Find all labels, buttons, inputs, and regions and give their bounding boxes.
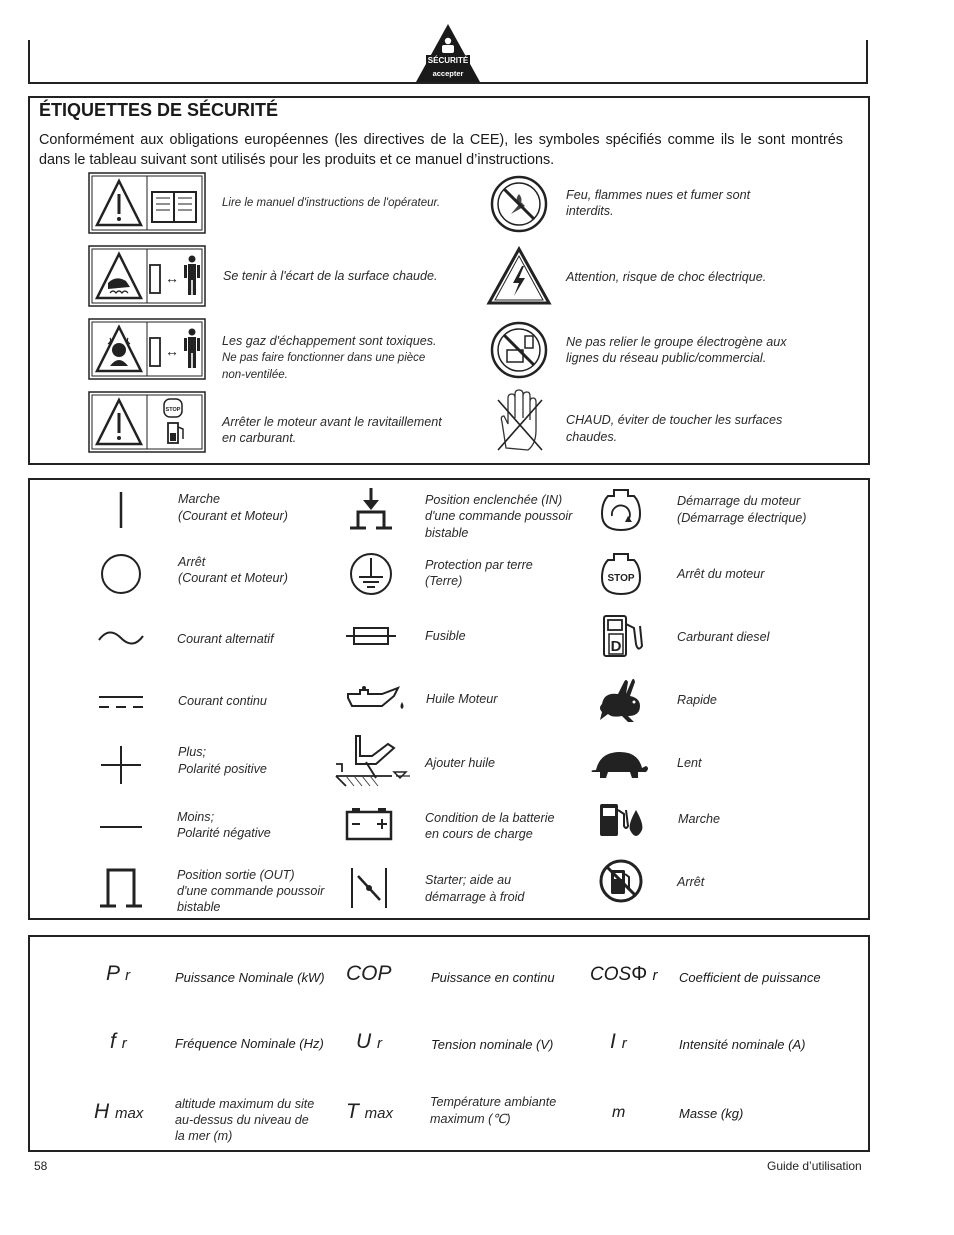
- sym-label: Position sortie (OUT): [177, 868, 295, 882]
- rating-label: Masse (kg): [679, 1106, 744, 1121]
- rating-label: altitude maximum du site: [175, 1097, 315, 1111]
- rating-label: Température ambiante: [430, 1095, 557, 1109]
- sym-label: Moins;: [177, 810, 215, 824]
- section-title: ÉTIQUETTES DE SÉCURITÉ: [39, 100, 279, 120]
- sym-label: Polarité positive: [178, 762, 267, 776]
- rating-symbol: COP: [346, 962, 392, 985]
- on-symbol-icon: [96, 488, 146, 532]
- rating-symbol: COSΦ r: [590, 963, 658, 985]
- label-hot-no-touch-2: chaudes.: [566, 430, 618, 444]
- sym-label: Démarrage du moteur: [677, 494, 801, 508]
- intro-paragraph: Conformément aux obligations européennes (les directives de la CEE), les symboles spécifiés comme ils le sont montrés dans le tableau suivant sont utilisés pour les produits et ce manuel d’instructions.: [39, 132, 843, 168]
- sym-label: (Courant et Moteur): [178, 571, 288, 585]
- sym-label: Fusible: [425, 629, 466, 643]
- safety-alert-badge: [414, 22, 482, 84]
- label-no-grid-1: Ne pas relier le groupe électrogène aux: [566, 335, 787, 349]
- dc-symbol-icon: [96, 690, 146, 714]
- rating-symbol: P r: [106, 962, 131, 985]
- add-oil-icon: [332, 732, 412, 788]
- sym-label: démarrage à froid: [425, 890, 525, 904]
- engine-stop-icon: [598, 550, 644, 598]
- sym-label: (Démarrage électrique): [677, 511, 807, 525]
- rating-label: Coefficient de puissance: [679, 970, 821, 985]
- sym-label: (Courant et Moteur): [178, 509, 288, 523]
- minus-symbol-icon: [96, 816, 146, 836]
- sym-label: Starter; aide au: [425, 873, 512, 887]
- diesel-fuel-icon: [598, 612, 646, 660]
- svg-text:STOP: STOP: [607, 573, 635, 584]
- rating-symbol: I r: [610, 1030, 627, 1053]
- sym-label: Courant alternatif: [177, 632, 274, 646]
- toxic-exhaust-icon: [88, 318, 206, 380]
- label-hot-surface: Se tenir à l'écart de la surface chaude.: [223, 269, 438, 283]
- sym-label: (Terre): [425, 574, 463, 588]
- sym-label: bistable: [177, 900, 221, 914]
- page-number: 58: [34, 1159, 48, 1173]
- hot-surface-icon: [88, 245, 206, 307]
- svg-text:↔: ↔: [165, 270, 179, 286]
- sym-label: Arrêt: [677, 875, 705, 889]
- sym-label: bistable: [425, 526, 469, 540]
- plus-symbol-icon: [96, 744, 146, 786]
- engine-start-icon: [598, 486, 644, 534]
- off-symbol-icon: [96, 550, 146, 598]
- no-fire-icon: [489, 174, 549, 234]
- rating-label: Fréquence Nominale (Hz): [175, 1036, 324, 1051]
- label-no-fire-2: interdits.: [566, 204, 614, 218]
- sym-label: Ajouter huile: [425, 756, 496, 770]
- rating-symbol: H max: [94, 1100, 144, 1123]
- sym-label: en cours de charge: [425, 827, 533, 841]
- rating-symbol: T max: [346, 1100, 394, 1123]
- rating-symbol: f r: [110, 1030, 127, 1053]
- sym-label: Protection par terre: [425, 558, 533, 572]
- rating-symbol: m: [612, 1104, 626, 1121]
- badge-bottom-text: accepter: [432, 69, 464, 78]
- sym-label: Carburant diesel: [677, 630, 770, 644]
- rating-label: Tension nominale (V): [431, 1037, 554, 1052]
- push-out-symbol-icon: [96, 864, 146, 910]
- fuel-on-icon: [598, 800, 644, 840]
- rabbit-fast-icon: [594, 674, 648, 726]
- rating-label: Puissance Nominale (kW): [175, 970, 325, 985]
- no-grid-connection-icon: [489, 320, 549, 380]
- sym-label: Plus;: [178, 745, 206, 759]
- sym-label: Condition de la batterie: [425, 811, 555, 825]
- hot-no-touch-icon: [492, 388, 546, 454]
- battery-charge-icon: [344, 806, 394, 842]
- rating-label: au-dessus du niveau de: [175, 1113, 309, 1127]
- label-toxic-exhaust: Les gaz d'échappement sont toxiques.: [222, 334, 437, 348]
- warning-manual-icon: [88, 172, 206, 234]
- badge-top-text: SÉCURITÉ: [427, 56, 469, 65]
- sym-label: Position enclenchée (IN): [425, 493, 563, 507]
- electric-shock-icon: [486, 246, 552, 306]
- label-toxic-exhaust-sub1: Ne pas faire fonctionner dans une pièce: [222, 352, 426, 364]
- rating-label: Puissance en continu: [431, 970, 555, 985]
- sym-label: d'une commande poussoir: [177, 884, 325, 898]
- rating-symbol: U r: [356, 1030, 383, 1053]
- choke-icon: [346, 866, 392, 910]
- label-toxic-exhaust-sub2: non-ventilée.: [222, 369, 288, 381]
- svg-text:↔: ↔: [165, 343, 179, 359]
- rating-label: maximum (℃): [430, 1112, 511, 1126]
- engine-oil-icon: [340, 684, 408, 714]
- fuse-icon: [344, 624, 398, 648]
- ac-symbol-icon: [96, 626, 146, 650]
- svg-text:D: D: [610, 638, 622, 655]
- label-hot-no-touch-1: CHAUD, éviter de toucher les surfaces: [566, 413, 783, 427]
- label-electric-shock: Attention, risque de choc électrique.: [566, 270, 767, 284]
- rating-label: la mer (m): [175, 1129, 233, 1143]
- label-read-manual: Lire le manuel d'instructions de l'opérateur.: [222, 197, 441, 209]
- stop-refuel-icon: [88, 391, 206, 453]
- sym-label: Huile Moteur: [426, 692, 498, 706]
- fuel-off-icon: [598, 858, 644, 904]
- sym-label: Rapide: [677, 693, 717, 707]
- label-no-fire-1: Feu, flammes nues et fumer sont: [566, 188, 751, 202]
- label-stop-refuel-1: Arrêter le moteur avant le ravitaillement: [222, 415, 442, 429]
- sym-label: Arrêt du moteur: [677, 567, 765, 581]
- sym-label: Marche: [178, 492, 220, 506]
- sym-label: Courant continu: [178, 694, 267, 708]
- sym-label: Lent: [677, 756, 702, 770]
- push-in-symbol-icon: [346, 486, 396, 532]
- turtle-slow-icon: [588, 748, 650, 780]
- rating-label: Intensité nominale (A): [679, 1037, 806, 1052]
- label-no-grid-2: lignes du réseau public/commercial.: [566, 351, 767, 365]
- guide-title: Guide d’utilisation: [767, 1159, 862, 1173]
- sym-label: Arrêt: [178, 555, 206, 569]
- sym-label: d'une commande poussoir: [425, 509, 573, 523]
- sym-label: Polarité négative: [177, 826, 271, 840]
- label-stop-refuel-2: en carburant.: [222, 431, 297, 445]
- svg-text:STOP: STOP: [165, 407, 181, 413]
- sym-label: Marche: [678, 812, 720, 826]
- earth-ground-icon: [346, 550, 396, 598]
